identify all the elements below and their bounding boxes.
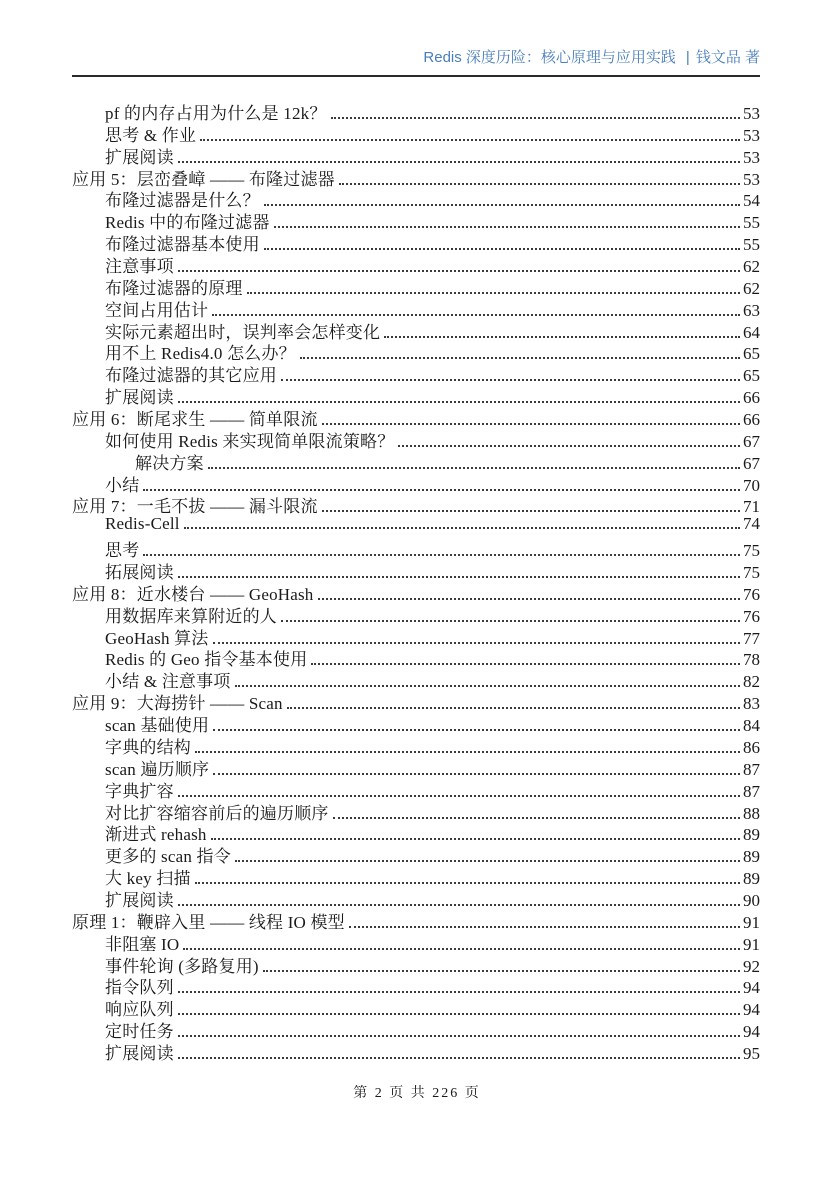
toc-entry[interactable] <box>72 799 760 821</box>
toc-page-number: 90 <box>743 890 760 910</box>
toc-entry-label: 布隆过滤器的其它应用 <box>105 366 277 386</box>
toc-entry[interactable] <box>72 602 760 624</box>
toc-entry[interactable] <box>72 755 760 777</box>
toc-entry[interactable] <box>72 908 760 930</box>
toc-dot-leader <box>274 226 740 228</box>
toc-entry[interactable] <box>72 274 760 296</box>
toc-page-number: 55 <box>743 235 760 255</box>
toc-entry[interactable] <box>72 645 760 670</box>
toc-entry-label: scan 遍历顺序 <box>105 759 210 779</box>
page-header <box>0 0 834 68</box>
toc-entry-label: 布隆过滤器的原理 <box>105 278 243 298</box>
toc-page-number: 95 <box>743 1043 760 1063</box>
toc-entry-label: 扩展阅读 <box>105 890 174 910</box>
toc-dot-leader <box>184 527 740 529</box>
toc-entry-label: 注意事项 <box>105 257 174 277</box>
toc-dot-leader <box>311 663 740 665</box>
toc-page-number: 87 <box>743 759 760 779</box>
toc-entry-label: 大 key 扫描 <box>105 869 191 889</box>
toc-entry-label: 思考 & 作业 <box>105 125 197 145</box>
toc-dot-leader <box>208 467 740 469</box>
toc-entry-label: 思考 <box>105 541 140 561</box>
toc-entry-label: 对比扩容缩容前后的遍历顺序 <box>105 803 329 823</box>
toc-page-number: 94 <box>743 978 760 998</box>
toc-page-number: 75 <box>743 541 760 561</box>
toc-entry[interactable] <box>72 296 760 318</box>
toc-entry[interactable] <box>72 952 760 974</box>
toc-dot-leader <box>178 270 740 272</box>
toc-page-number: 55 <box>743 213 760 233</box>
toc-entry[interactable] <box>72 230 760 255</box>
toc-entry-label: 原理 1：鞭辟入里 —— 线程 IO 模型 <box>72 912 345 932</box>
toc-dot-leader <box>178 991 740 993</box>
toc-page-number: 82 <box>743 672 760 692</box>
toc-page-number: 62 <box>743 257 760 277</box>
toc-entry[interactable] <box>72 99 760 121</box>
toc-dot-leader <box>333 817 740 819</box>
toc-page-number: 65 <box>743 344 760 364</box>
toc-entry[interactable] <box>72 842 760 867</box>
toc-entry[interactable] <box>72 339 760 364</box>
toc-entry-label: 更多的 scan 指令 <box>105 847 231 867</box>
toc-dot-leader <box>235 860 740 862</box>
toc-entry[interactable] <box>72 777 760 799</box>
toc-dot-leader <box>322 510 740 512</box>
toc-page-number: 76 <box>743 606 760 626</box>
toc-entry[interactable] <box>72 886 760 908</box>
toc-entry[interactable] <box>72 121 760 143</box>
page-footer: 第 2 页 共 226 页 <box>353 1086 481 1101</box>
toc-entry[interactable] <box>72 733 760 755</box>
toc-entry-label: 非阻塞 IO <box>105 934 180 954</box>
toc-page-number: 94 <box>743 1022 760 1042</box>
toc-entry-label: 渐进式 rehash <box>105 825 207 845</box>
toc-page-number: 86 <box>743 737 760 757</box>
toc-dot-leader <box>178 1013 740 1015</box>
toc-entry-label: 字典的结构 <box>105 737 191 757</box>
toc-dot-leader <box>322 423 740 425</box>
toc-page-number: 71 <box>743 497 760 517</box>
toc-dot-leader <box>200 139 740 141</box>
toc-entry-label: 扩展阅读 <box>105 1043 174 1063</box>
toc-entry[interactable] <box>72 864 760 889</box>
toc-page-number: 78 <box>743 650 760 670</box>
toc-entry[interactable] <box>72 186 760 211</box>
toc-entry[interactable] <box>72 165 760 187</box>
toc-entry-label: 应用 8：近水楼台 —— GeoHash <box>72 584 314 604</box>
toc-entry[interactable] <box>72 361 760 386</box>
toc-entry-label: 布隆过滤器基本使用 <box>105 235 260 255</box>
toc-entry[interactable] <box>72 427 760 449</box>
toc-entry[interactable] <box>72 711 760 736</box>
toc-entry[interactable] <box>72 667 760 692</box>
toc-page-number: 84 <box>743 716 760 736</box>
toc-page-number: 91 <box>743 934 760 954</box>
toc-page-number: 53 <box>743 169 760 189</box>
toc-dot-leader <box>263 970 740 972</box>
toc-dot-leader <box>178 161 740 163</box>
toc-entry[interactable] <box>72 536 760 561</box>
toc-page-number: 75 <box>743 563 760 583</box>
toc-entry-label: 应用 9：大海捞针 —— Scan <box>72 694 283 714</box>
toc-entry-label: Redis 的 Geo 指令基本使用 <box>105 650 308 670</box>
toc-entry[interactable] <box>72 558 760 583</box>
toc-page-number: 76 <box>743 584 760 604</box>
header-book-title: Redis 深度历险：核心原理与应用实践 <box>423 49 676 66</box>
toc-entry-label: 定时任务 <box>105 1022 174 1042</box>
toc-entry[interactable] <box>72 820 760 845</box>
toc-entry[interactable] <box>72 1039 760 1061</box>
toc-entry-label: 布隆过滤器是什么？ <box>105 191 260 211</box>
toc-entry-label: 拓展阅读 <box>105 563 174 583</box>
header-separator: | <box>685 49 690 66</box>
toc-dot-leader <box>211 838 740 840</box>
toc-page-number: 65 <box>743 366 760 386</box>
toc-entry-label: 应用 7：一毛不拔 —— 漏斗限流 <box>72 497 318 517</box>
toc-dot-leader <box>213 773 740 775</box>
toc-dot-leader <box>195 751 740 753</box>
toc-dot-leader <box>212 314 740 316</box>
toc-page-number: 54 <box>743 191 760 211</box>
toc-page-number: 53 <box>743 147 760 167</box>
toc-entry[interactable] <box>72 383 760 408</box>
toc-dot-leader <box>349 926 740 928</box>
toc-dot-leader <box>398 445 740 447</box>
toc-entry[interactable] <box>72 580 760 602</box>
toc-dot-leader <box>264 248 740 250</box>
toc-entry-label: 小结 & 注意事项 <box>105 672 231 692</box>
toc-entry-label: 用不上 Redis4.0 怎么办？ <box>105 344 296 364</box>
toc-dot-leader <box>178 795 740 797</box>
toc-page-number: 92 <box>743 956 760 976</box>
toc-page-number: 67 <box>743 431 760 451</box>
toc-page-number: 77 <box>743 628 760 648</box>
toc-dot-leader <box>178 904 740 906</box>
toc-dot-leader <box>318 598 740 600</box>
toc-page-number: 74 <box>743 514 760 534</box>
toc-dot-leader <box>178 576 740 578</box>
toc-entry[interactable] <box>72 492 760 517</box>
toc-dot-leader <box>143 489 740 491</box>
toc-entry[interactable] <box>72 514 760 536</box>
toc-entry[interactable] <box>72 252 760 277</box>
toc-dot-leader <box>178 401 740 403</box>
toc-page-number: 89 <box>743 825 760 845</box>
toc-entry[interactable] <box>72 930 760 952</box>
toc-entry-label: Redis 中的布隆过滤器 <box>105 213 270 233</box>
toc-entry-label: 实际元素超出时，误判率会怎样变化 <box>105 322 381 342</box>
toc-dot-leader <box>384 336 740 338</box>
toc-entry-label: pf 的内存占用为什么是 12k？ <box>105 104 327 123</box>
toc-page-number: 64 <box>743 322 760 342</box>
toc-page-number: 94 <box>743 1000 760 1020</box>
toc-dot-leader <box>281 379 740 381</box>
toc-entry-label: 字典扩容 <box>105 781 174 801</box>
toc-dot-leader <box>178 1057 740 1059</box>
toc-entry-label: 事件轮询 (多路复用) <box>105 956 259 976</box>
toc-page-number: 89 <box>743 847 760 867</box>
toc-entry-label: 应用 5：层峦叠嶂 —— 布隆过滤器 <box>72 169 335 189</box>
toc-page-number: 83 <box>743 694 760 714</box>
toc-dot-leader <box>183 948 740 950</box>
toc-entry-label: 小结 <box>105 475 140 495</box>
toc-page-number: 66 <box>743 388 760 408</box>
toc-entry[interactable] <box>72 449 760 471</box>
toc-page-number: 53 <box>743 125 760 145</box>
toc-entry-label: 扩展阅读 <box>105 388 174 408</box>
toc-entry-label: 应用 6：断尾求生 —— 简单限流 <box>72 410 318 430</box>
toc-entry-label: 如何使用 Redis 来实现简单限流策略？ <box>105 431 395 451</box>
toc-dot-leader <box>213 729 740 731</box>
toc-entry-label: 用数据库来算附近的人 <box>105 606 277 626</box>
toc-dot-leader <box>264 204 740 206</box>
toc-dot-leader <box>339 183 740 185</box>
toc-entry-label: scan 基础使用 <box>105 716 210 736</box>
toc-entry-label: 扩展阅读 <box>105 147 174 167</box>
toc-entry-label: 解决方案 <box>135 453 204 473</box>
toc-page-number: 89 <box>743 869 760 889</box>
toc-entry[interactable] <box>72 1017 760 1042</box>
toc-page-number: 53 <box>743 104 760 123</box>
toc-page-number: 70 <box>743 475 760 495</box>
toc-dot-leader <box>281 620 740 622</box>
toc-entry[interactable] <box>72 318 760 340</box>
toc-dot-leader <box>235 685 740 687</box>
toc-page-number: 62 <box>743 278 760 298</box>
toc-page-number: 67 <box>743 453 760 473</box>
toc-entry[interactable] <box>72 143 760 165</box>
toc-dot-leader <box>195 882 740 884</box>
toc-entry-label: Redis-Cell <box>105 514 180 534</box>
toc-list <box>72 99 760 1061</box>
toc-entry[interactable] <box>72 471 760 493</box>
toc-entry[interactable] <box>72 405 760 430</box>
toc-entry[interactable] <box>72 973 760 998</box>
header-author: 钱文品 著 <box>695 49 760 66</box>
toc-dot-leader <box>143 554 740 556</box>
toc-dot-leader <box>300 357 740 359</box>
toc-dot-leader <box>247 292 740 294</box>
toc-entry-label: 响应队列 <box>105 1000 174 1020</box>
toc-page-number: 66 <box>743 410 760 430</box>
toc-entry[interactable] <box>72 624 760 646</box>
toc-dot-leader <box>213 642 740 644</box>
toc-entry[interactable] <box>72 995 760 1020</box>
toc-entry[interactable] <box>72 208 760 233</box>
toc-page-number: 88 <box>743 803 760 823</box>
toc-page-number: 91 <box>743 912 760 932</box>
toc-entry-label: GeoHash 算法 <box>105 628 209 648</box>
toc-entry[interactable] <box>72 689 760 714</box>
toc-dot-leader <box>287 707 740 709</box>
toc-page-number: 63 <box>743 300 760 320</box>
header-rule <box>72 75 760 77</box>
toc-entry-label: 指令队列 <box>105 978 174 998</box>
toc-entry-label: 空间占用估计 <box>105 300 209 320</box>
toc-dot-leader <box>331 117 740 119</box>
toc-dot-leader <box>178 1035 740 1037</box>
toc-page-number: 87 <box>743 781 760 801</box>
